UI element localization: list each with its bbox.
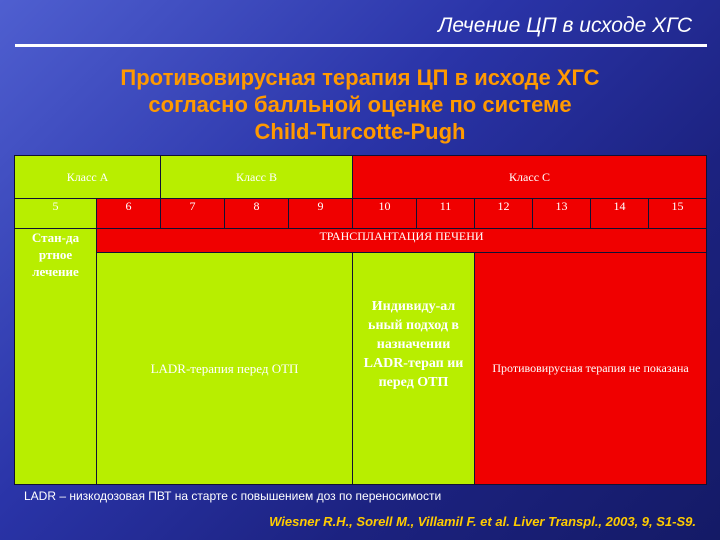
- score-cell: 15: [649, 199, 707, 229]
- ladr-before-transplant-cell: LADR-терапия перед ОТП: [97, 253, 353, 485]
- score-cell: 6: [97, 199, 161, 229]
- class-b-header: Класс В: [161, 156, 353, 199]
- citation: Wiesner R.H., Sorell M., Villamil F. et al. Liver Transpl., 2003, 9, S1-S9.: [269, 514, 696, 529]
- score-cell: 8: [225, 199, 289, 229]
- child-pugh-table: [14, 155, 707, 485]
- main-title-line-3: Child-Turcotte-Pugh: [254, 119, 466, 144]
- main-title-line-2: согласно балльной оценке по системе: [148, 92, 572, 117]
- score-cell: 11: [417, 199, 475, 229]
- score-cell: 9: [289, 199, 353, 229]
- main-title: [0, 64, 720, 145]
- score-cell: 7: [161, 199, 225, 229]
- score-cell: 14: [591, 199, 649, 229]
- score-cell: 5: [15, 199, 97, 229]
- standard-treatment-cell: Стан-да ртное лечение: [15, 229, 97, 485]
- individual-approach-cell: Индивиду-ал ьный подход в назначении LADR-терап ии перед ОТП: [353, 253, 475, 485]
- main-title-line-1: Противовирусная терапия ЦП в исходе ХГС: [120, 65, 600, 90]
- class-c-header: Класс С: [353, 156, 707, 199]
- header-divider: [15, 44, 707, 47]
- footnote: LADR – низкодозовая ПВТ на старте с повышением доз по переносимости: [24, 489, 442, 503]
- transplant-cell: ТРАНСПЛАНТАЦИЯ ПЕЧЕНИ: [97, 229, 707, 253]
- class-a-header: Класс А: [15, 156, 161, 199]
- score-cell: 10: [353, 199, 417, 229]
- score-cell: 13: [533, 199, 591, 229]
- header-title: Лечение ЦП в исходе ХГС: [438, 14, 692, 37]
- antiviral-not-indicated-cell: Противовирусная терапия не показана: [475, 253, 707, 485]
- score-cell: 12: [475, 199, 533, 229]
